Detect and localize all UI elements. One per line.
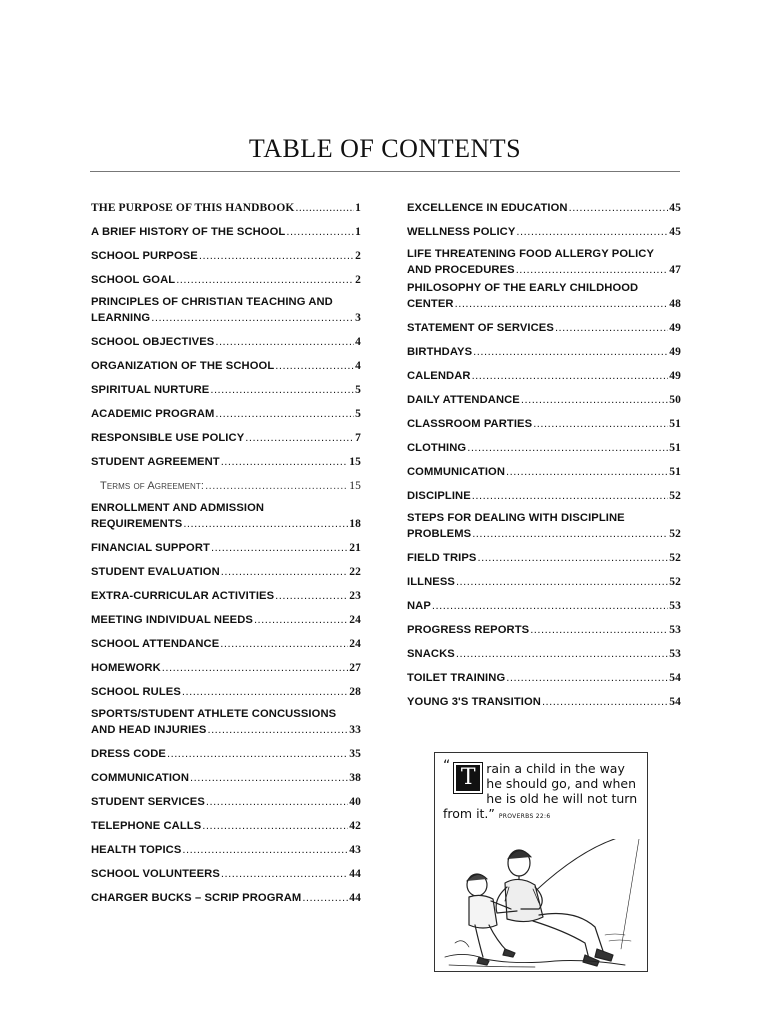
open-quote-mark: “ — [443, 758, 451, 774]
toc-entry[interactable]: FINANCIAL SUPPORT ..... 21 — [91, 540, 361, 556]
proverb-illustration — [434, 752, 648, 972]
toc-entry[interactable]: SCHOOL OBJECTIVES ..... 4 — [91, 334, 361, 350]
drop-cap: T — [454, 763, 482, 793]
toc-entry[interactable]: SCHOOL RULES ..... 28 — [91, 684, 361, 700]
toc-entry[interactable]: DAILY ATTENDANCE ..... 50 — [407, 392, 681, 408]
toc-entry[interactable]: ORGANIZATION OF THE SCHOOL ..... 4 — [91, 358, 361, 374]
toc-entry[interactable]: SNACKS ..... 53 — [407, 646, 681, 662]
toc-entry[interactable]: FIELD TRIPS ..... 52 — [407, 550, 681, 566]
toc-entry[interactable]: SCHOOL GOAL ..... 2 — [91, 272, 361, 288]
toc-entry[interactable]: HEALTH TOPICS ..... 43 — [91, 842, 361, 858]
toc-entry[interactable]: BIRTHDAYS ..... 49 — [407, 344, 681, 360]
bible-reference: PROVERBS 22:6 — [498, 813, 551, 820]
toc-entry[interactable]: CLOTHING ..... 51 — [407, 440, 681, 456]
toc-entry[interactable]: HOMEWORK ..... 27 — [91, 660, 361, 676]
toc-entry[interactable]: SPORTS/STUDENT ATHLETE CONCUSSIONS AND HEAD INJURIES ..... 33 — [91, 706, 361, 738]
toc-entry[interactable]: COMMUNICATION ..... 38 — [91, 770, 361, 786]
toc-entry[interactable]: STEPS FOR DEALING WITH DISCIPLINE PROBLEMS ..... 52 — [407, 510, 681, 542]
toc-entry[interactable]: CALENDAR ..... 49 — [407, 368, 681, 384]
toc-entry[interactable]: MEETING INDIVIDUAL NEEDS ..... 24 — [91, 612, 361, 628]
toc-entry[interactable]: STUDENT EVALUATION ..... 22 — [91, 564, 361, 580]
toc-entry[interactable]: ILLNESS ..... 52 — [407, 574, 681, 590]
toc-entry[interactable]: TELEPHONE CALLS ..... 42 — [91, 818, 361, 834]
father-and-son-fishing-drawing — [435, 839, 647, 971]
toc-entry[interactable]: STUDENT SERVICES ..... 40 — [91, 794, 361, 810]
toc-entry[interactable]: ENROLLMENT AND ADMISSION REQUIREMENTS ..... 18 — [91, 500, 361, 532]
toc-entry[interactable]: DRESS CODE ..... 35 — [91, 746, 361, 762]
toc-entry[interactable]: CLASSROOM PARTIES ..... 51 — [407, 416, 681, 432]
fishing-line — [621, 839, 640, 949]
toc-entry[interactable]: SCHOOL ATTENDANCE ..... 24 — [91, 636, 361, 652]
toc-entry[interactable]: STUDENT AGREEMENT ..... 15 — [91, 454, 361, 470]
toc-entry[interactable]: PROGRESS REPORTS ..... 53 — [407, 622, 681, 638]
quote-text: rain a child in the way he should go, and when he is old he will not turn from it.” — [443, 761, 638, 821]
toc-entry[interactable]: ACADEMIC PROGRAM ..... 5 — [91, 406, 361, 422]
toc-entry[interactable]: YOUNG 3'S TRANSITION ..... 54 — [407, 694, 681, 710]
toc-entry[interactable]: WELLNESS POLICY ..... 45 — [407, 224, 681, 240]
page-title: TABLE OF CONTENTS — [248, 134, 522, 163]
toc-entry[interactable]: COMMUNICATION ..... 51 — [407, 464, 681, 480]
toc-entry[interactable]: CHARGER BUCKS – SCRIP PROGRAM ..... 44 — [91, 890, 361, 906]
toc-entry[interactable]: SCHOOL PURPOSE ..... 2 — [91, 248, 361, 264]
title-divider — [90, 171, 680, 172]
toc-subentry[interactable]: Terms of Agreement: ..... 15 — [91, 478, 361, 494]
toc-entry[interactable]: NAP ..... 53 — [407, 598, 681, 614]
toc-entry[interactable]: THE PURPOSE OF THIS HANDBOOK ..... 1 — [91, 200, 361, 216]
toc-entry[interactable]: LIFE THREATENING FOOD ALLERGY POLICY AND PROCEDURES ..... 47 — [407, 246, 681, 278]
toc-entry[interactable]: SCHOOL VOLUNTEERS ..... 44 — [91, 866, 361, 882]
toc-entry[interactable]: EXCELLENCE IN EDUCATION ..... 45 — [407, 200, 681, 216]
toc-entry[interactable]: A BRIEF HISTORY OF THE SCHOOL ..... 1 — [91, 224, 361, 240]
toc-entry[interactable]: DISCIPLINE ..... 52 — [407, 488, 681, 504]
toc-entry[interactable]: SPIRITUAL NURTURE ..... 5 — [91, 382, 361, 398]
toc-entry[interactable]: PHILOSOPHY OF THE EARLY CHILDHOOD CENTER ..... 48 — [407, 280, 681, 312]
toc-entry[interactable]: RESPONSIBLE USE POLICY ..... 7 — [91, 430, 361, 446]
toc-entry[interactable]: PRINCIPLES OF CHRISTIAN TEACHING AND LEARNING ..... 3 — [91, 294, 361, 326]
proverb-quote — [443, 758, 639, 824]
toc-entry[interactable]: TOILET TRAINING ..... 54 — [407, 670, 681, 686]
toc-entry[interactable]: STATEMENT OF SERVICES ..... 49 — [407, 320, 681, 336]
toc-entry[interactable]: EXTRA-CURRICULAR ACTIVITIES ..... 23 — [91, 588, 361, 604]
